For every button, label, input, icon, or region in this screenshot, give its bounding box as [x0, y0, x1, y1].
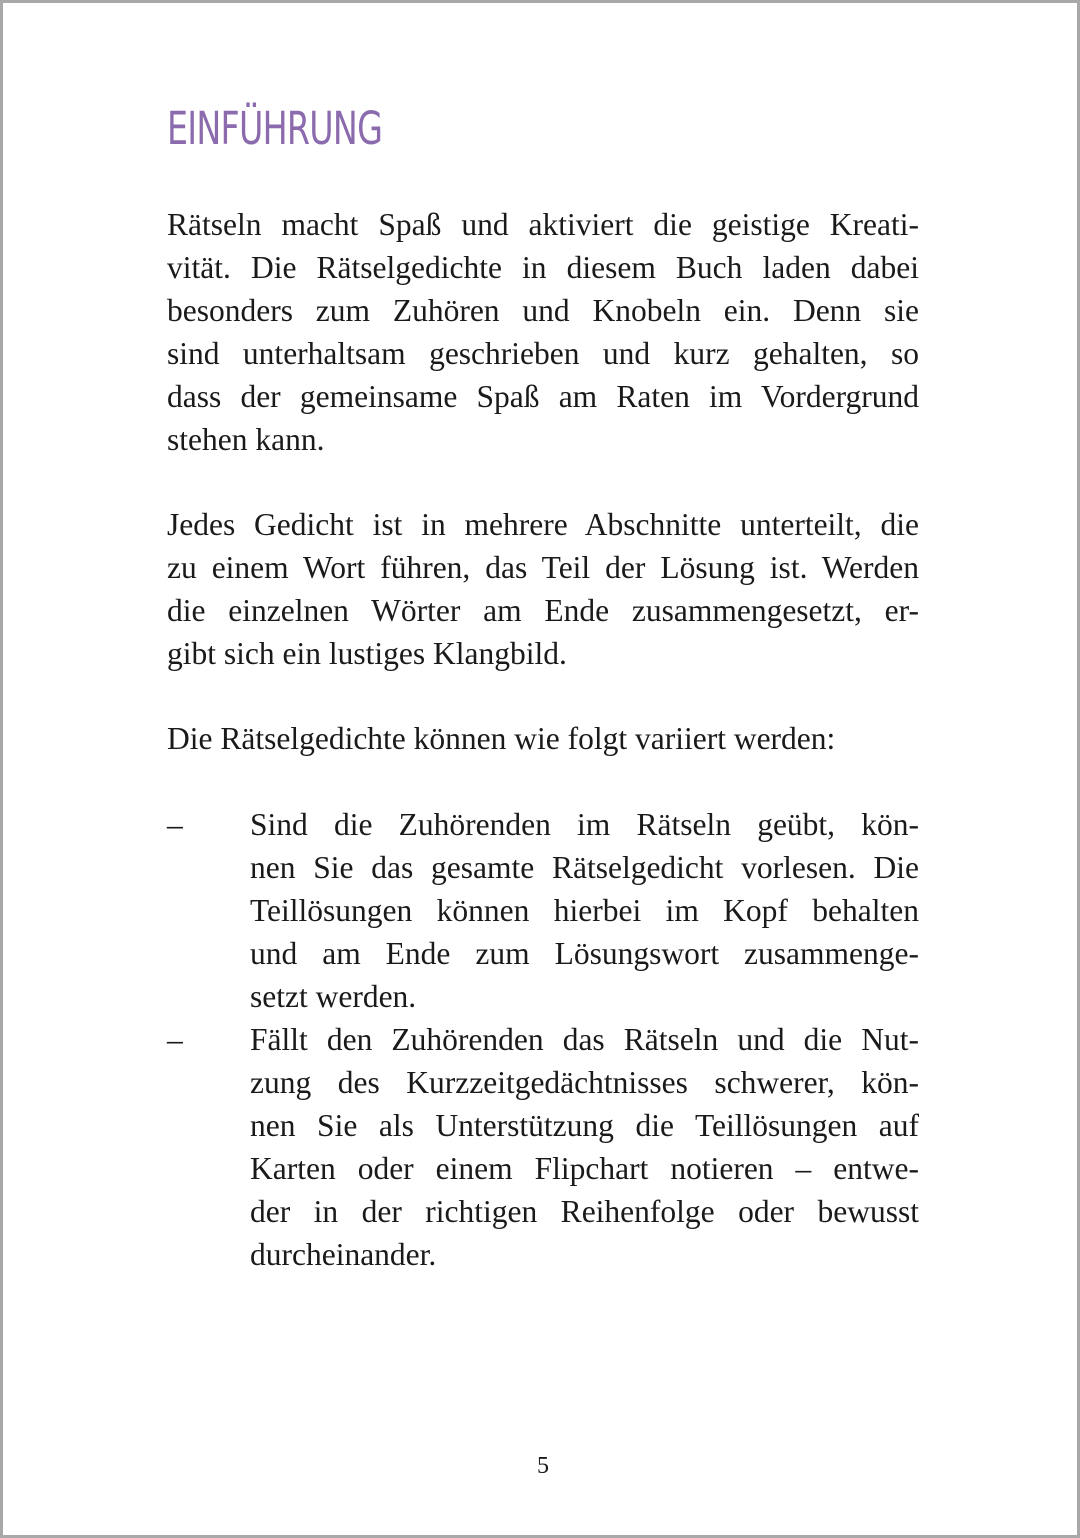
paragraph-intro: [167, 203, 919, 461]
text-line: gibt sich ein lustiges Klangbild.: [167, 636, 567, 671]
text-line: nen Sie als Unterstützung die Teillösungen auf: [250, 1108, 919, 1143]
text-line: und am Ende zum Lösungswort zusammenge-: [250, 936, 919, 971]
paragraph-structure: [167, 503, 919, 675]
text-line: Jedes Gedicht ist in mehrere Abschnitte unterteilt, die: [167, 507, 919, 542]
page-title: EINFÜHRUNG: [167, 102, 383, 155]
text-line: Karten oder einem Flipchart notieren – entwe-: [250, 1151, 919, 1186]
text-line: Rätseln macht Spaß und aktiviert die geistige Kreati-: [167, 207, 919, 242]
text-line: nen Sie das gesamte Rätselgedicht vorlesen. Die: [250, 850, 919, 885]
text-line: stehen kann.: [167, 422, 325, 457]
text-line: zung des Kurzzeitgedächtnisses schwerer, kön-: [250, 1065, 919, 1100]
text-line: vität. Die Rätselgedichte in diesem Buch laden dabei: [167, 250, 919, 285]
text-line: zu einem Wort führen, das Teil der Lösung ist. Werden: [167, 550, 919, 585]
text-line: durcheinander.: [250, 1237, 437, 1272]
text-line: Sind die Zuhörenden im Rätseln geübt, kön-: [250, 807, 919, 842]
text-line: sind unterhaltsam geschrieben und kurz gehalten, so: [167, 336, 919, 371]
text-line: besonders zum Zuhören und Knobeln ein. Denn sie: [167, 293, 919, 328]
paragraph-variations-intro: [167, 717, 919, 760]
list-dash: –: [167, 1022, 183, 1057]
text-line: Die Rätselgedichte können wie folgt variiert werden:: [167, 721, 836, 756]
text-line: setzt werden.: [250, 979, 417, 1014]
text-line: Teillösungen können hierbei im Kopf behalten: [250, 893, 919, 928]
text-line: die einzelnen Wörter am Ende zusammengesetzt, er-: [167, 593, 919, 628]
list-item: [167, 803, 919, 1018]
list-item: [167, 1018, 919, 1276]
page-number: 5: [537, 1453, 549, 1479]
variations-list: [167, 803, 919, 1276]
text-line: der in der richtigen Reihenfolge oder bewusst: [250, 1194, 919, 1229]
text-line: Fällt den Zuhörenden das Rätseln und die Nut-: [250, 1022, 919, 1057]
text-line: dass der gemeinsame Spaß am Raten im Vordergrund: [167, 379, 919, 414]
list-dash: –: [167, 807, 183, 842]
